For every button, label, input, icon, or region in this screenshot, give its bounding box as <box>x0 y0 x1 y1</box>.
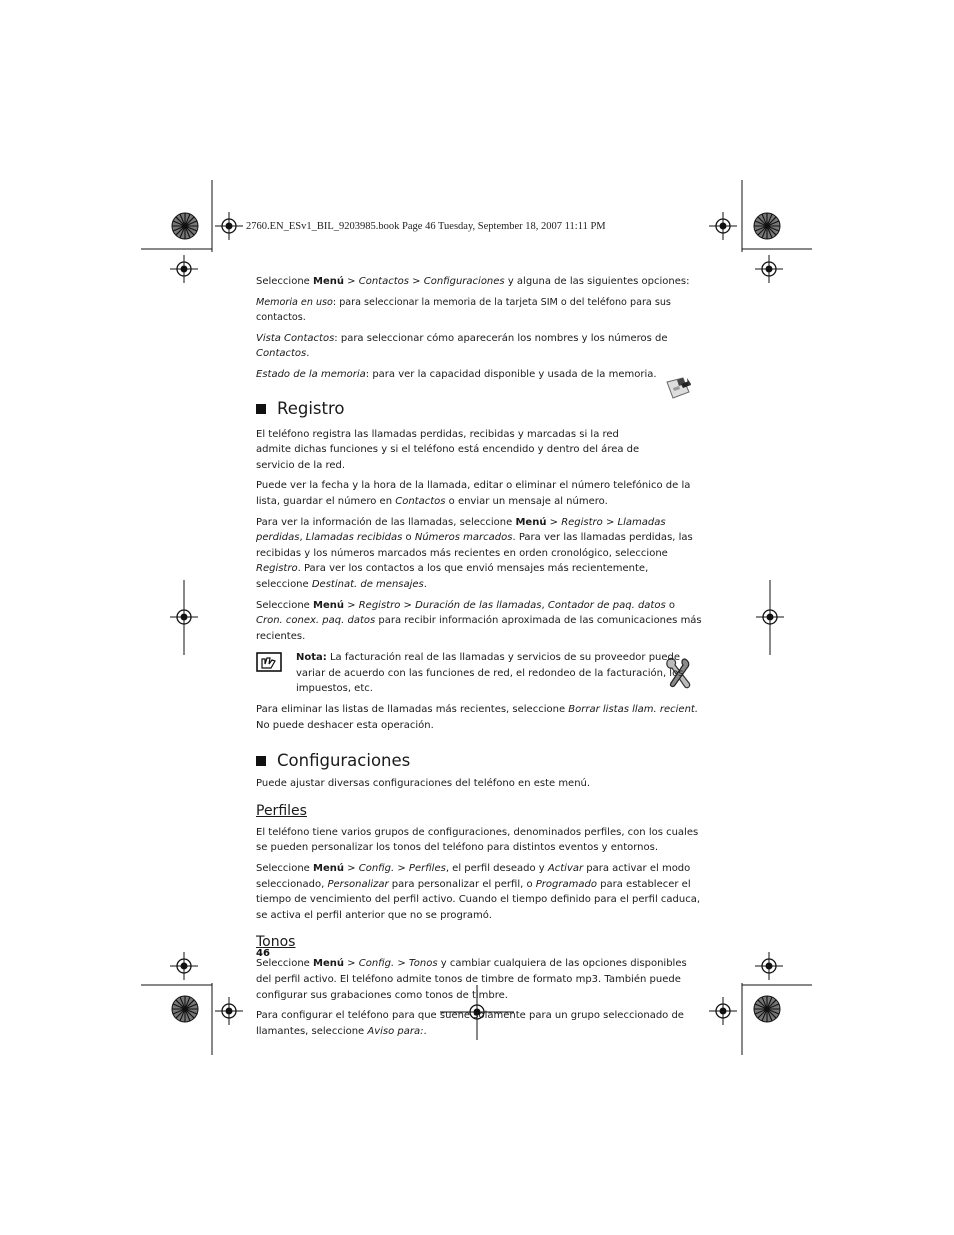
tonos-paragraph-2: Para configurar el teléfono para que suene solamente para un grupo seleccionado de llamantes, seleccione Aviso para:. <box>256 1010 684 1037</box>
section-heading-registro: Registro <box>256 399 702 419</box>
note-hand-icon <box>256 650 286 697</box>
intro-line: Seleccione Menú > Contactos > Configuraciones y alguna de las siguientes opciones: <box>256 276 690 287</box>
registro-paragraph-2: Puede ver la fecha y la hora de la llamada, editar o eliminar el número telefónico de la lista, guardar el número en Contactos o enviar un mensaje al número. <box>256 480 691 507</box>
registro-paragraph-5: Para eliminar las listas de llamadas más recientes, seleccione Borrar listas llam. recient. No puede deshacer esta operación. <box>256 704 699 731</box>
option-vista-contactos: Vista Contactos: para seleccionar cómo aparecerán los nombres y los números de Contactos. <box>256 332 668 360</box>
heading-square-bullet <box>256 404 266 414</box>
perfiles-paragraph-1: El teléfono tiene varios grupos de configuraciones, denominados perfiles, con los cuales se pueden personalizar los tonos del teléfono para distintos eventos y entornos. <box>256 826 699 854</box>
page-number: 46 <box>256 948 270 959</box>
configuraciones-paragraph-1: Puede ajustar diversas configuraciones del teléfono en este menú. <box>256 778 591 790</box>
page-content <box>256 274 702 1044</box>
registro-paragraph-1: El teléfono registra las llamadas perdidas, recibidas y marcadas si la red admite dichas funciones y si el teléfono está encendido y dentro del área de servicio de la red. <box>256 428 640 471</box>
tonos-paragraph-1: Seleccione Menú > Config. > Tonos y cambiar cualquiera de las opciones disponibles del perfil activo. El teléfono admite tonos de timbre de formato mp3. También puede configurar sus grabaciones como tonos de timbre. <box>256 958 687 1001</box>
print-header: 2760.EN_ESv1_BIL_9203985.book Page 46 Tuesday, September 18, 2007 11:11 PM <box>246 221 606 232</box>
subheading-tonos: Tonos <box>256 934 296 951</box>
registro-paragraph-4: Seleccione Menú > Registro > Duración de las llamadas, Contador de paq. datos o Cron. conex. paq. datos para recibir información aproximada de las comunicaciones más recientes. <box>256 599 702 642</box>
note-box <box>256 650 702 697</box>
subheading-perfiles: Perfiles <box>256 802 307 819</box>
option-estado-memoria: Estado de la memoria: para ver la capacidad disponible y usada de la memoria. <box>256 368 657 380</box>
note-text: Nota: La facturación real de las llamadas y servicios de su proveedor puede variar de acuerdo con las funciones de red, el redondeo de la facturación, los impuestos, etc. <box>296 652 684 695</box>
heading-square-bullet <box>256 756 266 766</box>
perfiles-paragraph-2: Seleccione Menú > Config. > Perfiles, el perfil deseado y Activar para activar el modo seleccionado, Personalizar para personalizar el perfil, o Programado para establecer el tiempo de vencimiento del perfil activo. Cuando el tiempo definido para el perfil caduca, se activa el perfil anterior que no se programó. <box>256 863 701 921</box>
section-heading-configuraciones: Configuraciones <box>256 751 702 771</box>
registro-paragraph-3: Para ver la información de las llamadas, seleccione Menú > Registro > Llamadas perdidas, Llamadas recibidas o Números marcados. Para ver las llamadas perdidas, las recibidas y los números marcados más recientes en orden cronológico, seleccione Registro. Para ver los contactos a los que envió mensajes más recientemente, seleccione Destinat. de mensajes. <box>256 516 693 590</box>
option-memoria-en-uso: Memoria en uso: para seleccionar la memoria de la tarjeta SIM o del teléfono para sus contactos. <box>256 296 671 324</box>
